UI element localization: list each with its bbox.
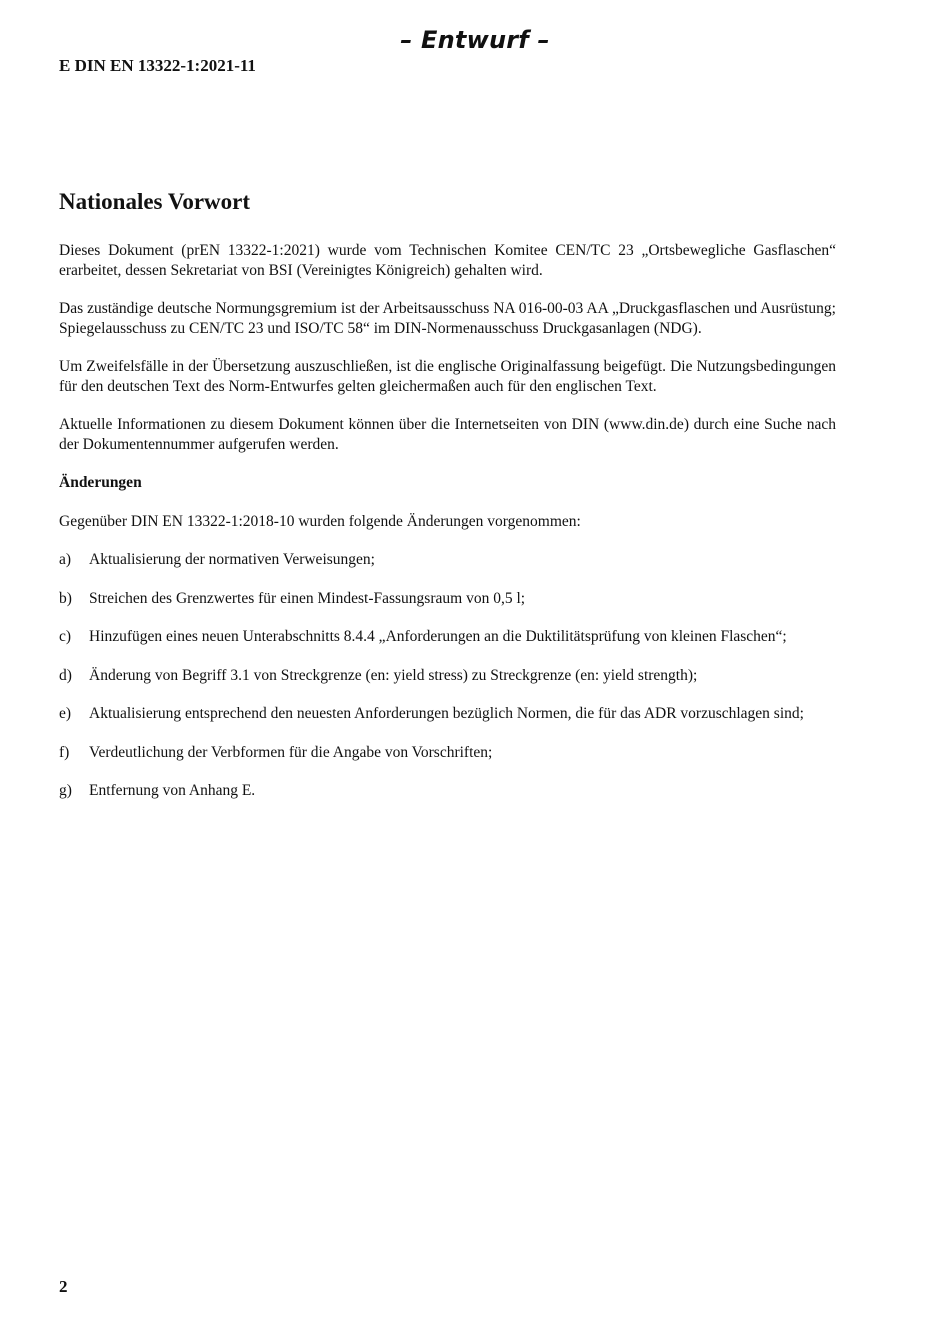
section-title: Nationales Vorwort xyxy=(59,189,251,214)
list-marker: b) xyxy=(59,589,72,607)
foreword-paragraph-3: Um Zweifelsfälle in der Übersetzung auszuschließen, ist die englische Originalfassung beigefügt. Die Nutzungsbedingungen für den deutschen Text des Norm-Entwurfes gelten gleichermaßen auch für den englischen Text. xyxy=(59,358,836,395)
list-marker: a) xyxy=(59,551,72,568)
page-number: 2 xyxy=(59,1277,68,1296)
changes-heading: Änderungen xyxy=(59,474,142,491)
list-item xyxy=(59,743,836,763)
list-item xyxy=(59,704,836,724)
list-item xyxy=(59,781,836,801)
list-item-text: Aktualisierung entsprechend den neuesten Anforderungen bezüglich Normen, die für das ADR vorzuschlagen sind; xyxy=(89,705,804,722)
list-item-text: Hinzufügen eines neuen Unterabschnitts 8.4.4 „Anforderungen an die Duktilitätsprüfung von kleinen Flaschen“; xyxy=(89,628,787,645)
list-item-text: Entfernung von Anhang E. xyxy=(89,782,256,799)
list-marker: f) xyxy=(59,743,70,761)
list-item xyxy=(59,589,836,609)
list-item-text: Änderung von Begriff 3.1 von Streckgrenze (en: yield stress) zu Streckgrenze (en: yield strength); xyxy=(89,666,698,684)
list-item xyxy=(59,627,836,647)
list-marker: c) xyxy=(59,628,72,645)
list-item xyxy=(59,666,836,686)
list-item xyxy=(59,550,836,570)
list-marker: g) xyxy=(59,782,72,799)
list-marker: e) xyxy=(59,705,72,722)
list-marker: d) xyxy=(59,666,72,684)
document-id: E DIN EN 13322-1:2021-11 xyxy=(59,56,256,75)
list-item-text: Aktualisierung der normativen Verweisungen; xyxy=(89,551,375,568)
changes-list xyxy=(59,550,836,801)
foreword-paragraph-2: Das zuständige deutsche Normungsgremium ist der Arbeitsausschuss NA 016-00-03 AA „Druckgasflaschen und Ausrüstung; Spiegelausschuss zu CEN/TC 23 und ISO/TC 58“ im DIN-Normenausschuss Druckgasanlagen (NDG). xyxy=(59,300,836,337)
page-content xyxy=(59,186,836,820)
changes-intro: Gegenüber DIN EN 13322-1:2018-10 wurden folgende Änderungen vorgenommen: xyxy=(59,512,581,530)
draft-watermark: – Entwurf – xyxy=(400,26,550,54)
foreword-paragraph-1: Dieses Dokument (prEN 13322-1:2021) wurde vom Technischen Komitee CEN/TC 23 „Ortsbewegliche Gasflaschen“ erarbeitet, dessen Sekretariat von BSI (Vereinigtes Königreich) gehalten wird. xyxy=(59,242,836,279)
list-item-text: Verdeutlichung der Verbformen für die Angabe von Vorschriften; xyxy=(89,743,493,761)
foreword-paragraph-4: Aktuelle Informationen zu diesem Dokument können über die Internetseiten von DIN (www.din.de) durch eine Suche nach der Dokumentennummer aufgerufen werden. xyxy=(59,416,836,453)
list-item-text: Streichen des Grenzwertes für einen Mindest-Fassungsraum von 0,5 l; xyxy=(89,589,526,607)
